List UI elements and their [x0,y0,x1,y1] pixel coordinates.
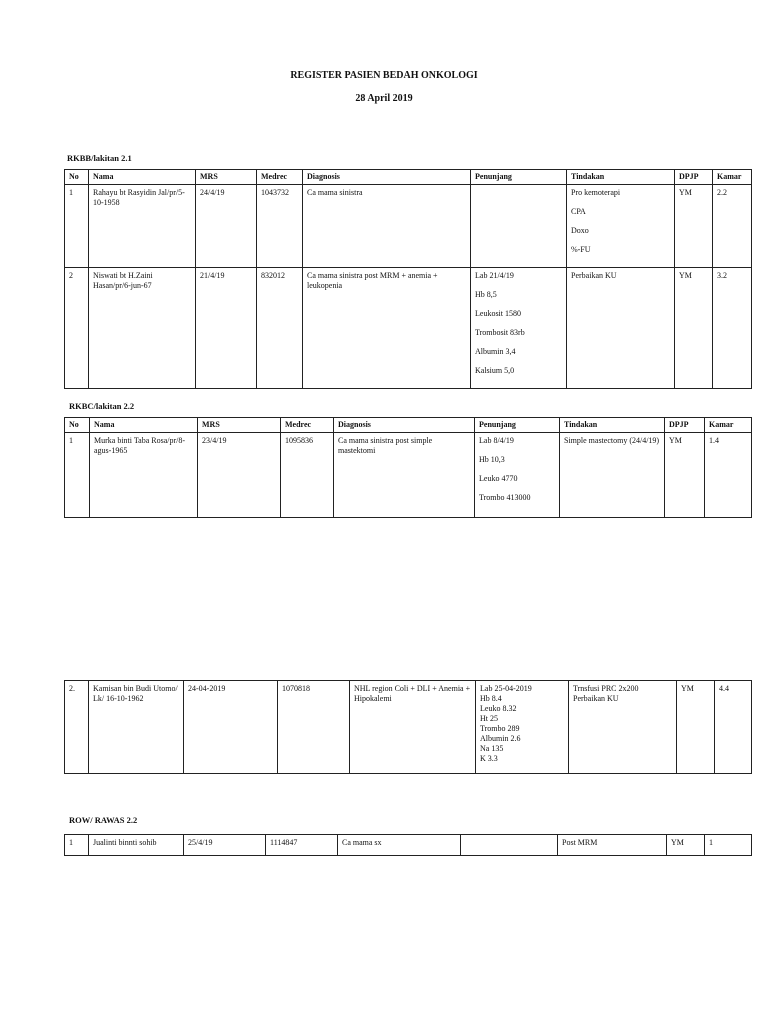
cell-kamar: 3.2 [713,268,752,389]
penunjang-line: Trombo 289 [480,724,520,733]
cell-medrec: 832012 [257,268,303,389]
header-dpjp: DPJP [675,170,713,185]
penunjang-line: Lab 8/4/19 [479,436,514,445]
cell-diagnosis: NHL region Coli + DLI + Anemia + Hipokalemi [350,681,476,774]
tindakan-line: Doxo [571,226,589,235]
cell-no: 1 [65,185,89,268]
table-continuation [64,680,752,774]
document-title: REGISTER PASIEN BEDAH ONKOLOGI [290,70,478,81]
penunjang-line: Lab 25-04-2019 [480,684,532,693]
cell-diagnosis: Ca mama sinistra post simple mastektomi [334,433,475,518]
table-row [65,835,752,856]
header-dpjp: DPJP [665,418,705,433]
cell-nama: Niswati bt H.Zaini Hasan/pr/6-jun-67 [89,268,196,389]
cell-mrs: 25/4/19 [184,835,266,856]
cell-dpjp: YM [675,185,713,268]
table-row [65,433,752,518]
tindakan-line: Perbaikan KU [573,694,619,703]
table-rawas [64,834,752,856]
penunjang-line: Lab 21/4/19 [475,271,514,280]
cell-kamar: 4.4 [715,681,752,774]
cell-tindakan [567,268,675,389]
table-row [65,185,752,268]
cell-diagnosis: Ca mama sx [338,835,461,856]
penunjang-line: Albumin 3,4 [475,347,516,356]
penunjang-line: Trombosit 83rb [475,328,525,337]
cell-dpjp: YM [677,681,715,774]
cell-medrec: 1095836 [281,433,334,518]
cell-penunjang [475,433,560,518]
cell-dpjp: YM [667,835,705,856]
tindakan-line: Pro kemoterapi [571,188,621,197]
table-rkbb [64,169,752,389]
cell-nama: Jualinti binnti sohib [89,835,184,856]
cell-mrs: 24/4/19 [196,185,257,268]
header-no: No [65,418,90,433]
cell-kamar: 2.2 [713,185,752,268]
cell-diagnosis: Ca mama sinistra [303,185,471,268]
penunjang-line: Leuko 8.32 [480,704,517,713]
table-row [65,268,752,389]
cell-mrs: 24-04-2019 [184,681,278,774]
penunjang-line: Leukosit 1580 [475,309,521,318]
section-label-rkbb: RKBB/lakitan 2.1 [67,153,132,163]
header-no: No [65,170,89,185]
header-nama: Nama [89,170,196,185]
penunjang-line: Na 135 [480,744,504,753]
header-diagnosis: Diagnosis [334,418,475,433]
penunjang-line: Hb 10,3 [479,455,505,464]
cell-kamar: 1 [705,835,752,856]
penunjang-line: Ht 25 [480,714,498,723]
cell-no: 2. [65,681,89,774]
header-penunjang: Penunjang [475,418,560,433]
header-kamar: Kamar [705,418,752,433]
header-tindakan: Tindakan [560,418,665,433]
table-header-row [65,170,752,185]
table-row [65,681,752,774]
cell-tindakan [569,681,677,774]
cell-mrs: 21/4/19 [196,268,257,389]
header-medrec: Medrec [257,170,303,185]
cell-no: 2 [65,268,89,389]
tindakan-line: %-FU [571,245,591,254]
tindakan-line: Simple mastectomy (24/4/19) [564,436,660,445]
cell-medrec: 1114847 [266,835,338,856]
cell-medrec: 1070818 [278,681,350,774]
section-label-rawas: ROW/ RAWAS 2.2 [69,815,138,825]
header-kamar: Kamar [713,170,752,185]
cell-nama: Rahayu bt Rasyidin Jal/pr/5-10-1958 [89,185,196,268]
cell-tindakan [567,185,675,268]
penunjang-line: Hb 8,5 [475,290,497,299]
tindakan-line: Trnsfusi PRC 2x200 [573,684,639,693]
penunjang-line: K 3.3 [480,754,498,763]
penunjang-line: Albumin 2.6 [480,734,521,743]
cell-diagnosis: Ca mama sinistra post MRM + anemia + leukopenia [303,268,471,389]
tindakan-line: CPA [571,207,586,216]
cell-tindakan [560,433,665,518]
table-rkbc [64,417,752,518]
document-date: 28 April 2019 [355,93,413,104]
cell-no: 1 [65,835,89,856]
header-diagnosis: Diagnosis [303,170,471,185]
tindakan-line: Post MRM [562,838,598,847]
cell-nama: Kamisan bin Budi Utomo/ Lk/ 16-10-1962 [89,681,184,774]
tindakan-line: Perbaikan KU [571,271,617,280]
cell-medrec: 1043732 [257,185,303,268]
cell-penunjang [461,835,558,856]
cell-penunjang [476,681,569,774]
penunjang-line: Trombo 413000 [479,493,531,502]
cell-dpjp: YM [675,268,713,389]
penunjang-line: Kalsium 5,0 [475,366,515,375]
header-penunjang: Penunjang [471,170,567,185]
cell-kamar: 1.4 [705,433,752,518]
header-mrs: MRS [198,418,281,433]
cell-penunjang [471,185,567,268]
penunjang-line: Leuko 4770 [479,474,518,483]
cell-tindakan [558,835,667,856]
header-nama: Nama [90,418,198,433]
cell-penunjang [471,268,567,389]
section-label-rkbc: RKBC/lakitan 2.2 [69,401,135,411]
header-mrs: MRS [196,170,257,185]
cell-no: 1 [65,433,90,518]
header-tindakan: Tindakan [567,170,675,185]
cell-dpjp: YM [665,433,705,518]
header-medrec: Medrec [281,418,334,433]
table-header-row [65,418,752,433]
cell-nama: Murka binti Taba Rosa/pr/8-agus-1965 [90,433,198,518]
penunjang-line: Hb 8.4 [480,694,502,703]
cell-mrs: 23/4/19 [198,433,281,518]
